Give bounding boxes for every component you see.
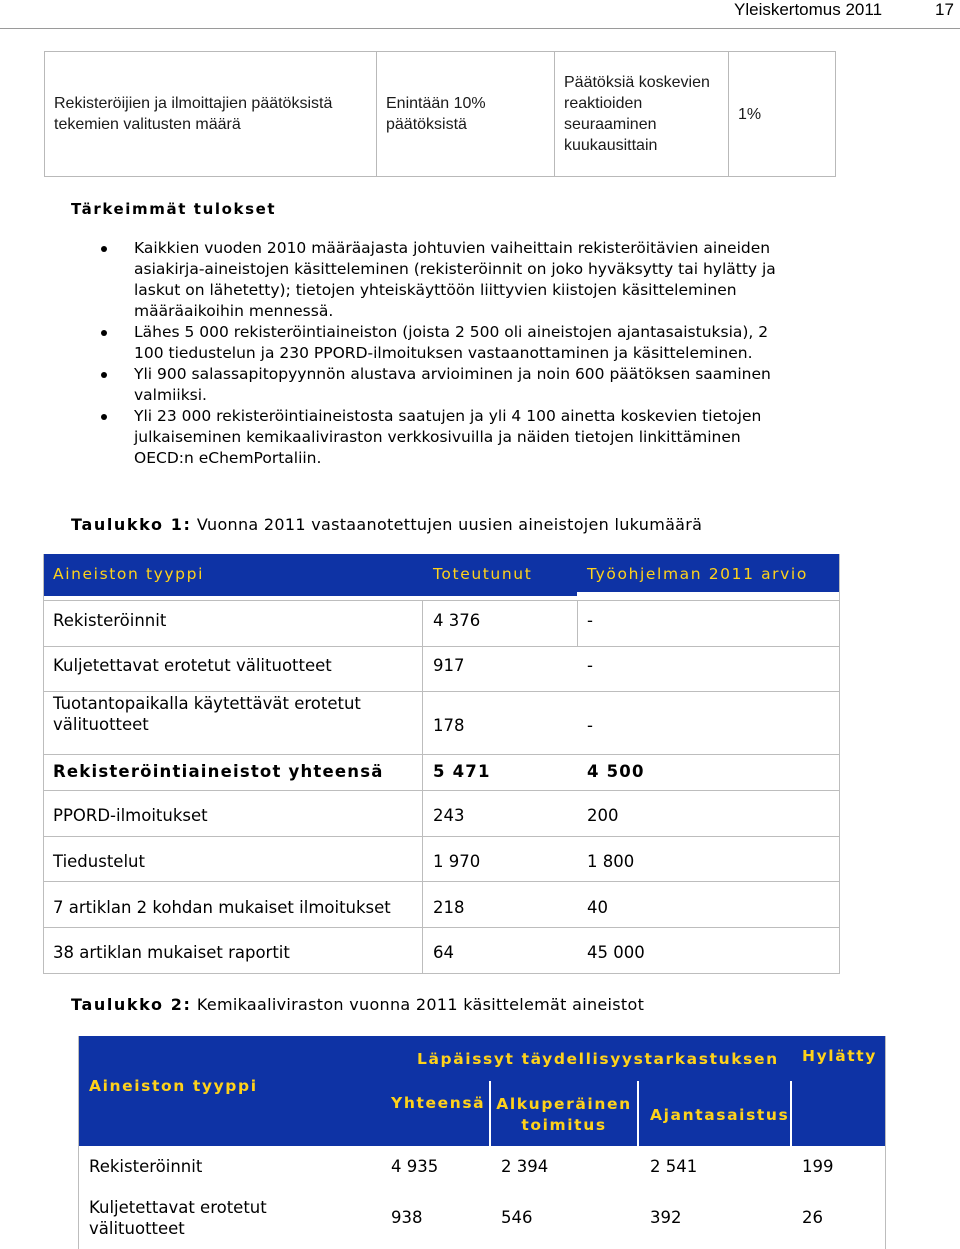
table1-header-type: Aineiston tyyppi <box>53 565 204 583</box>
table2-cell: 2 394 <box>501 1157 549 1176</box>
table1-cell: 64 <box>433 943 454 962</box>
column-divider <box>577 600 578 646</box>
table1-cell: - <box>587 716 593 735</box>
results-heading-text: Tärkeimmät tulokset <box>71 200 277 218</box>
table1-cell: PPORD-ilmoitukset <box>53 806 208 825</box>
table2-header-update: Ajantasaistus <box>650 1106 790 1124</box>
table1-cell: 1 800 <box>587 852 635 871</box>
table2 <box>78 1036 886 1249</box>
table1 <box>43 554 840 974</box>
document-title: Yleiskertomus 2011 <box>734 0 883 19</box>
method-cell: Päätöksiä koskevien reaktioiden seuraaminen kuukausittain <box>555 52 729 177</box>
table1-total-label: Rekisteröintiaineistot yhteensä <box>53 762 384 781</box>
table1-total-estimate: 4 500 <box>587 762 645 781</box>
row-divider <box>44 790 839 791</box>
table1-cell: 917 <box>433 656 465 675</box>
table2-cell: 546 <box>501 1208 533 1227</box>
result-cell: 1% <box>729 52 836 177</box>
table1-cell: 45 000 <box>587 943 645 962</box>
table1-cell: 38 artiklan mukaiset raportit <box>53 943 290 962</box>
table1-cell: 4 376 <box>433 611 481 630</box>
table1-caption-text: Vuonna 2011 vastaanotettujen uusien aineistojen lukumäärä <box>196 515 703 534</box>
table1-cell: 200 <box>587 806 619 825</box>
page-header <box>0 0 960 30</box>
table2-cell: 199 <box>802 1157 834 1176</box>
header-gap <box>577 592 839 596</box>
row-divider <box>44 927 839 928</box>
table2-cell: 4 935 <box>391 1157 439 1176</box>
table1-caption <box>71 515 702 534</box>
table2-header-type: Aineiston tyyppi <box>89 1077 258 1095</box>
list-item: Yli 900 salassapitopyynnön alustava arvioiminen ja noin 600 päätöksen saaminen valmiiksi. <box>96 364 796 406</box>
table1-cell: 178 <box>433 716 465 735</box>
table1-cell: 40 <box>587 898 608 917</box>
table1-cell: Kuljetettavat erotetut välituotteet <box>53 656 332 675</box>
table1-label: Taulukko 1: <box>71 515 192 534</box>
results-heading <box>71 200 276 218</box>
table1-total-actual: 5 471 <box>433 762 491 781</box>
table2-caption-text: Kemikaaliviraston vuonna 2011 käsittelemät aineistot <box>196 995 645 1014</box>
list-item: Lähes 5 000 rekisteröintiaineiston (joista 2 500 oli aineistojen ajantasaistuksia), 2 100 tiedustelun ja 230 PPORD-ilmoituksen vastaanottaminen ja käsitteleminen. <box>96 322 796 364</box>
page-number: 17 <box>935 0 954 19</box>
table2-header-rejected: Hylätty <box>802 1047 877 1065</box>
row-divider <box>44 836 839 837</box>
row-divider <box>44 600 839 601</box>
table2-header-total: Yhteensä <box>391 1094 486 1112</box>
table2-cell: 26 <box>802 1208 823 1227</box>
objective-table <box>44 51 836 177</box>
column-divider <box>422 600 423 973</box>
table2-header-passed: Läpäissyt täydellisyystarkastuksen <box>417 1050 779 1068</box>
table1-cell: - <box>587 656 593 675</box>
row-divider <box>44 691 839 692</box>
table2-cell: 2 541 <box>650 1157 698 1176</box>
objective-row <box>45 52 836 177</box>
table2-cell: Kuljetettavat erotetut välituotteet <box>89 1198 267 1238</box>
indicator-cell: Rekisteröijien ja ilmoittajien päätöksistä tekemien valitusten määrä <box>45 52 377 177</box>
header-rule <box>0 28 960 29</box>
row-divider <box>44 754 839 755</box>
row-divider <box>44 881 839 882</box>
table1-cell: 7 artiklan 2 kohdan mukaiset ilmoitukset <box>53 898 391 917</box>
table2-cell: 392 <box>650 1208 682 1227</box>
table2-cell: Rekisteröinnit <box>89 1157 203 1176</box>
table1-cell: Rekisteröinnit <box>53 611 167 630</box>
table1-cell: 1 970 <box>433 852 481 871</box>
table1-header-actual: Toteutunut <box>433 565 533 583</box>
results-list <box>96 238 796 469</box>
table1-cell: Tuotantopaikalla käytettävät erotetut välituotteet <box>53 694 361 734</box>
table1-cell: - <box>587 611 593 630</box>
table2-cell: 938 <box>391 1208 423 1227</box>
target-cell: Enintään 10% päätöksistä <box>377 52 555 177</box>
table1-cell: 218 <box>433 898 465 917</box>
list-item: Yli 23 000 rekisteröintiaineistosta saatujen ja yli 4 100 ainetta koskevien tietojen julkaiseminen kemikaaliviraston verkkosivuilla ja näiden tietojen linkittäminen OECD:n eChemPortaliin. <box>96 406 796 469</box>
row-divider <box>44 973 839 974</box>
list-item: Kaikkien vuoden 2010 määräajasta johtuvien vaiheittain rekisteröitävien aineiden asiakirja-aineistojen käsitteleminen (rekisteröinnit on joko hyväksytty tai hylätty ja laskut on lähetetty); tietojen yhteiskäyttöön liittyvien kiistojen käsitteleminen määräaikoihin mennessä. <box>96 238 796 322</box>
table1-header-estimate: Työohjelman 2011 arvio <box>587 565 808 583</box>
table1-cell: 243 <box>433 806 465 825</box>
table2-label: Taulukko 2: <box>71 995 192 1014</box>
table2-header-original: Alkuperäinen toimitus <box>496 1095 632 1134</box>
row-divider <box>44 646 839 647</box>
table2-caption <box>71 995 644 1014</box>
table1-cell: Tiedustelut <box>53 852 145 871</box>
